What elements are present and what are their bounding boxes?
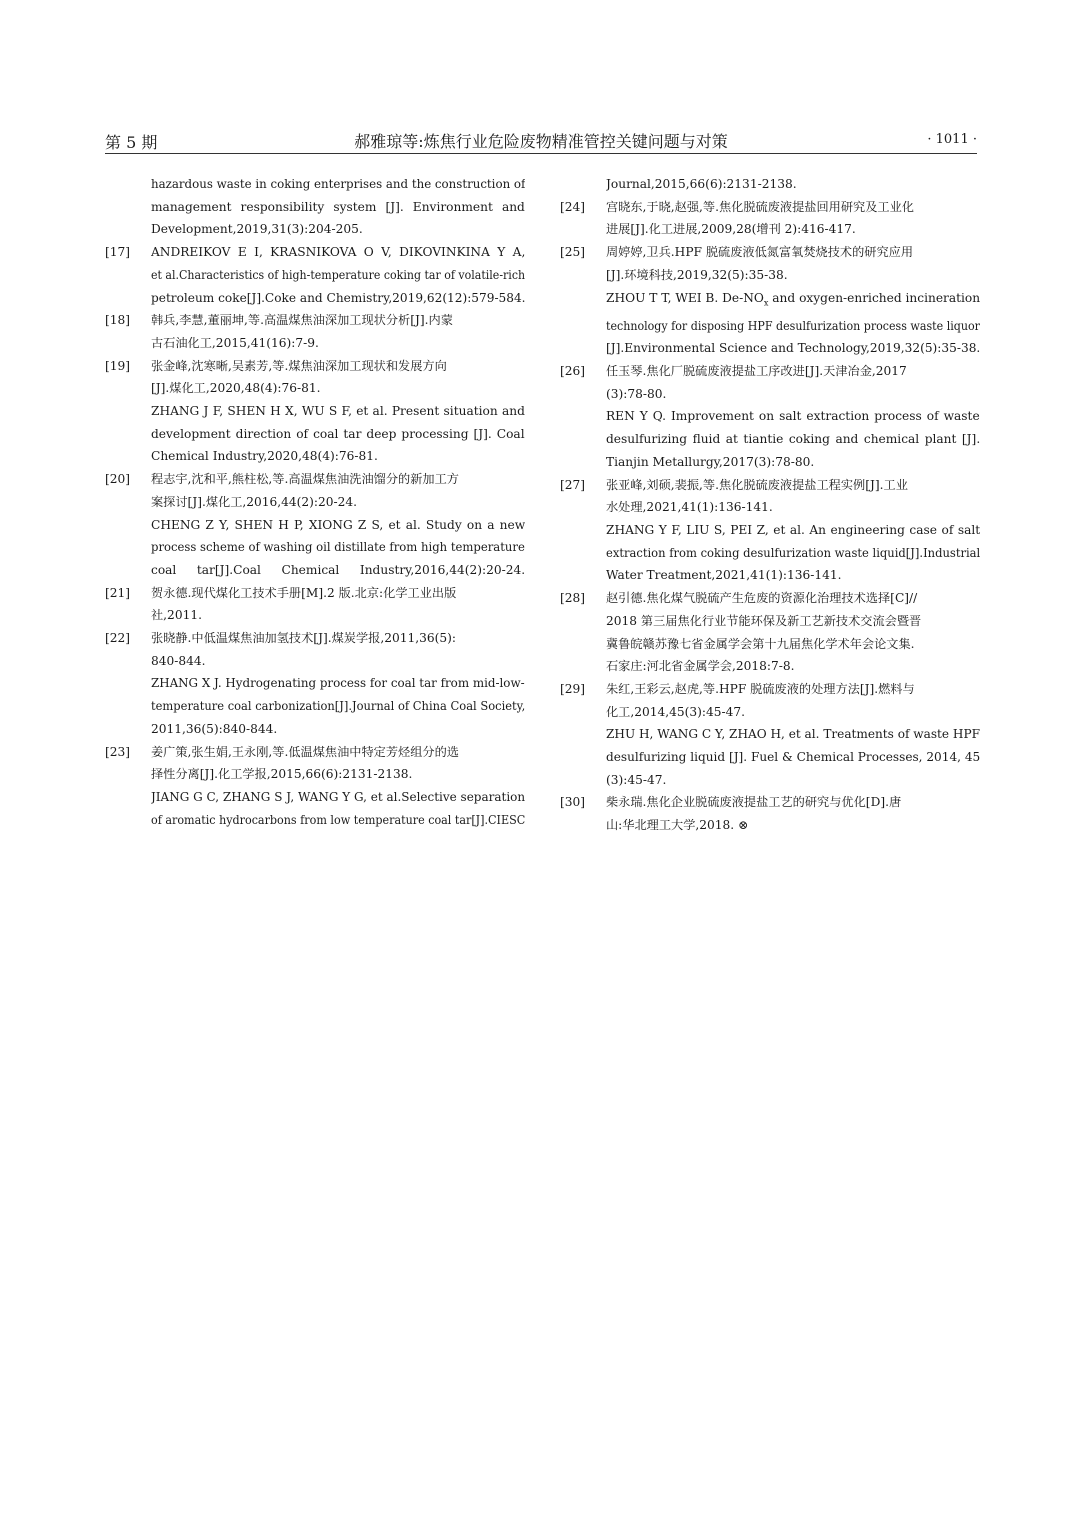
reference-line: ZHANG Y F, LIU S, PEI Z, et al. An engineering case of salt bbox=[606, 522, 980, 537]
reference-line: ANDREIKOV E I, KRASNIKOVA O V, DIKOVINKINA Y A, bbox=[151, 245, 525, 260]
reference-line: 柴永瑞.焦化企业脱硫废液提盐工艺的研究与优化[D].唐 bbox=[606, 795, 902, 810]
reference-line: desulfurizing fluid at tiantie coking and chemical plant [J]. bbox=[606, 432, 980, 447]
reference-line: 古石油化工,2015,41(16):7-9. bbox=[151, 335, 319, 350]
reference-line: ZHANG J F, SHEN H X, WU S F, et al. Present situation and bbox=[151, 404, 525, 419]
reference-line: [J].煤化工,2020,48(4):76-81. bbox=[151, 381, 321, 396]
reference-line: technology for disposing HPF desulfurization process waste liquor bbox=[606, 318, 980, 333]
reference-number: [28] bbox=[560, 591, 586, 606]
reference-line: 840-844. bbox=[151, 653, 206, 668]
reference-entry bbox=[105, 173, 525, 241]
reference-line: Tianjin Metallurgy,2017(3):78-80. bbox=[606, 454, 815, 469]
reference-number: [25] bbox=[560, 245, 586, 260]
reference-line: 社,2011. bbox=[151, 608, 202, 623]
reference-line: (3):45-47. bbox=[606, 772, 667, 787]
reference-line: coal tar[J].Coal Chemical Industry,2016,44(2):20-24. bbox=[151, 562, 525, 577]
reference-line: 张亚峰,刘硕,裴振,等.焦化脱硫废液提盐工程实例[J].工业 bbox=[606, 477, 908, 492]
reference-line: 2011,36(5):840-844. bbox=[151, 721, 278, 736]
reference-line: desulfurizing liquid [J]. Fuel & Chemical Processes, 2014, 45 bbox=[606, 750, 980, 765]
reference-line: Chemical Industry,2020,48(4):76-81. bbox=[151, 449, 378, 464]
reference-line: of aromatic hydrocarbons from low temperature coal tar[J].CIESC bbox=[151, 812, 525, 827]
reference-entry bbox=[560, 791, 980, 836]
reference-line: 案探讨[J].煤化工,2016,44(2):20-24. bbox=[151, 494, 358, 509]
reference-line: et al.Characteristics of high-temperature coking tar of volatile-rich bbox=[151, 267, 525, 282]
reference-entry bbox=[560, 241, 980, 360]
reference-line: 朱红,王彩云,赵虎,等.HPF 脱硫废液的处理方法[J].燃料与 bbox=[606, 681, 915, 696]
reference-line: Water Treatment,2021,41(1):136-141. bbox=[606, 568, 842, 583]
reference-entry bbox=[105, 741, 525, 832]
reference-line: 张晓静.中低温煤焦油加氢技术[J].煤炭学报,2011,36(5): bbox=[151, 631, 456, 646]
header-rule bbox=[105, 153, 977, 154]
reference-line: 任玉琴.焦化厂脱硫废液提盐工序改进[J].天津冶金,2017 bbox=[606, 364, 907, 379]
reference-line: 赵引德.焦化煤气脱硫产生危废的资源化治理技术选择[C]// bbox=[606, 591, 918, 606]
running-title: 郝雅琼等:炼焦行业危险废物精准管控关键问题与对策 bbox=[354, 132, 728, 151]
reference-number: [24] bbox=[560, 199, 586, 214]
reference-line: extraction from coking desulfurization waste liquid[J].Industrial bbox=[606, 545, 981, 560]
reference-number: [26] bbox=[560, 364, 586, 379]
reference-entry bbox=[560, 196, 980, 241]
reference-line: ZHU H, WANG C Y, ZHAO H, et al. Treatments of waste HPF bbox=[606, 727, 980, 742]
reference-number: [30] bbox=[560, 795, 586, 810]
reference-line: (3):78-80. bbox=[606, 386, 667, 401]
reference-line: development direction of coal tar deep processing [J]. Coal bbox=[151, 426, 525, 441]
issue-number: 第 5 期 bbox=[105, 133, 158, 152]
reference-line: 程志宇,沈和平,熊柱松,等.高温煤焦油洗油馏分的新加工方 bbox=[151, 472, 459, 487]
reference-line: Development,2019,31(3):204-205. bbox=[151, 222, 363, 237]
reference-number: [22] bbox=[105, 631, 131, 646]
reference-column-left bbox=[105, 173, 525, 831]
reference-line: 山:华北理工大学,2018. ⊗ bbox=[606, 818, 749, 833]
reference-line: 化工,2014,45(3):45-47. bbox=[606, 704, 746, 719]
reference-entry bbox=[560, 678, 980, 792]
reference-entry bbox=[560, 173, 980, 196]
reference-column-right bbox=[560, 173, 980, 837]
reference-number: [21] bbox=[105, 585, 131, 600]
reference-number: [29] bbox=[560, 681, 586, 696]
reference-line: hazardous waste in coking enterprises and the construction of bbox=[151, 177, 526, 191]
reference-entry bbox=[105, 309, 525, 354]
reference-line: ZHANG X J. Hydrogenating process for coal tar from mid-low- bbox=[151, 676, 525, 691]
reference-line: 择性分离[J].化工学报,2015,66(6):2131-2138. bbox=[151, 767, 413, 782]
reference-line: CHENG Z Y, SHEN H P, XIONG Z S, et al. Study on a new bbox=[151, 517, 525, 532]
reference-entry bbox=[560, 587, 980, 678]
reference-line: 宫晓东,于晓,赵强,等.焦化脱硫废液提盐回用研究及工业化 bbox=[606, 199, 914, 214]
reference-number: [23] bbox=[105, 744, 131, 759]
reference-entry bbox=[105, 582, 525, 627]
reference-number: [17] bbox=[105, 245, 131, 260]
reference-line: 张金峰,沈寒晰,吴素芳,等.煤焦油深加工现状和发展方向 bbox=[151, 358, 447, 373]
reference-line: 2018 第三届焦化行业节能环保及新工艺新技术交流会暨晋 bbox=[606, 613, 922, 628]
reference-line: temperature coal carbonization[J].Journal of China Coal Society, bbox=[151, 699, 525, 714]
reference-line: 贺永德.现代煤化工技术手册[M].2 版.北京:化学工业出版 bbox=[151, 585, 457, 600]
reference-line: 进展[J].化工进展,2009,28(增刊 2):416-417. bbox=[606, 222, 856, 237]
reference-entry bbox=[105, 468, 525, 582]
reference-line: 石家庄:河北省金属学会,2018:7-8. bbox=[606, 659, 795, 674]
reference-line: 水处理,2021,41(1):136-141. bbox=[606, 500, 773, 515]
running-header bbox=[105, 124, 977, 156]
reference-entry bbox=[560, 360, 980, 474]
reference-number: [20] bbox=[105, 472, 131, 487]
reference-number: [19] bbox=[105, 358, 131, 373]
reference-entry bbox=[105, 241, 525, 309]
reference-line: ZHOU T T, WEI B. $De-NO_x$ and oxygen-enriched incineration bbox=[606, 290, 980, 307]
reference-line: petroleum coke[J].Coke and Chemistry,2019,62(12):579-584. bbox=[151, 290, 526, 305]
reference-line: [J].环境科技,2019,32(5):35-38. bbox=[606, 267, 788, 282]
page-number: · 1011 · bbox=[927, 132, 977, 147]
reference-number: [27] bbox=[560, 477, 586, 492]
reference-line: [J].Environmental Science and Technology,2019,32(5):35-38. bbox=[606, 341, 980, 356]
reference-line: 韩兵,李慧,董丽坤,等.高温煤焦油深加工现状分析[J].内蒙 bbox=[151, 313, 453, 328]
reference-line: process scheme of washing oil distillate from high temperature bbox=[151, 540, 525, 555]
reference-entry bbox=[105, 355, 525, 469]
reference-line: 冀鲁皖赣苏豫七省金属学会第十九届焦化学术年会论文集. bbox=[606, 636, 915, 651]
reference-line: 姜广策,张生娟,王永刚,等.低温煤焦油中特定芳烃组分的选 bbox=[151, 744, 459, 759]
reference-line: Journal,2015,66(6):2131-2138. bbox=[606, 177, 797, 191]
reference-number: [18] bbox=[105, 313, 131, 328]
reference-line: REN Y Q. Improvement on salt extraction process of waste bbox=[606, 409, 980, 424]
reference-line: JIANG G C, ZHANG S J, WANG Y G, et al.Selective separation bbox=[151, 789, 525, 804]
reference-entry bbox=[560, 474, 980, 588]
reference-line: management responsibility system [J]. Environment and bbox=[151, 199, 525, 214]
reference-line: 周婷婷,卫兵.HPF 脱硫废液低氮富氧焚烧技术的研究应用 bbox=[606, 245, 914, 260]
reference-entry bbox=[105, 627, 525, 741]
